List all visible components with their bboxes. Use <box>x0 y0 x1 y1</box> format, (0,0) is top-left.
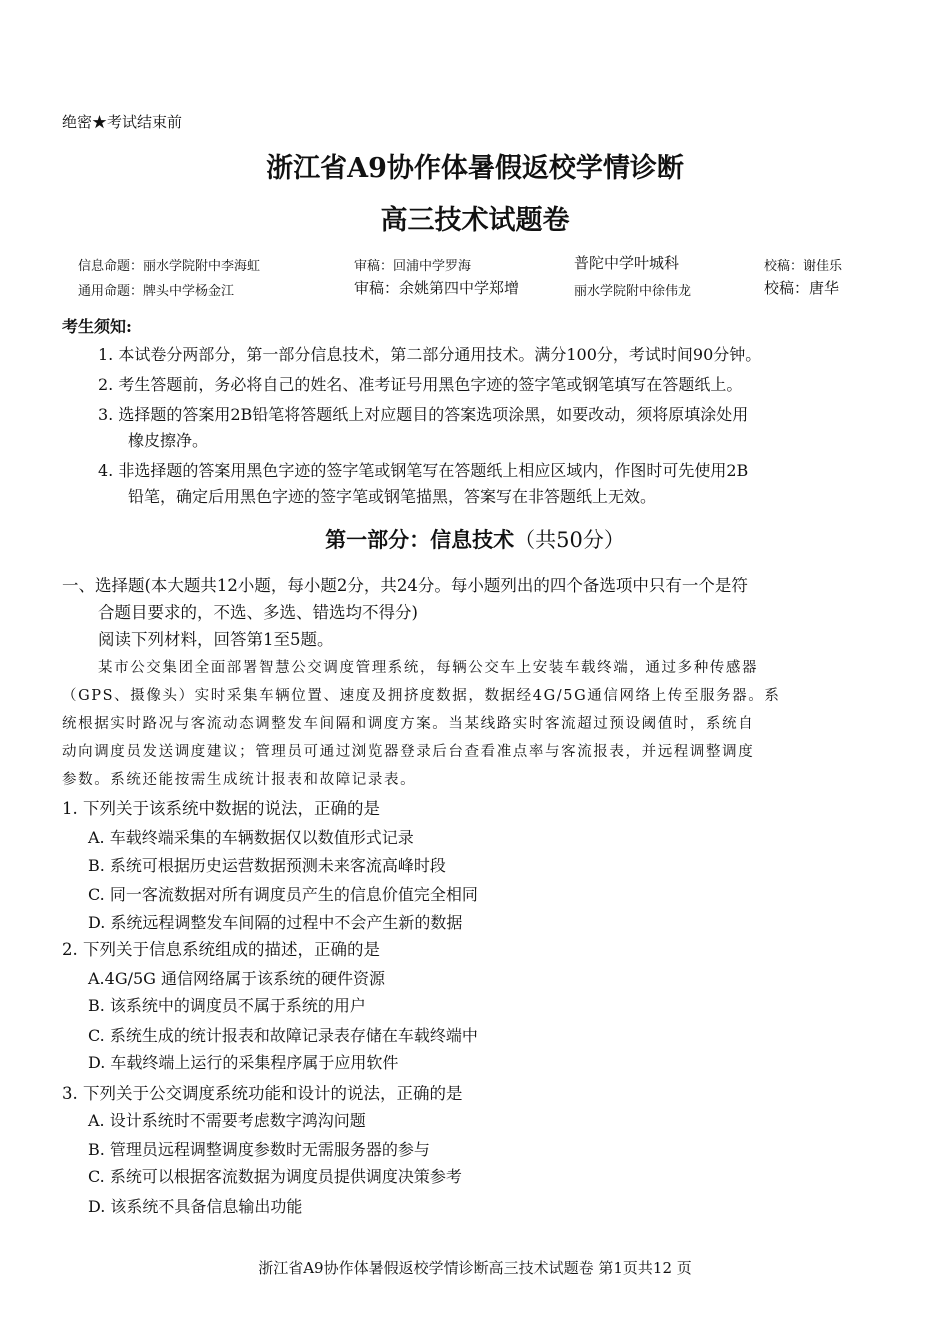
notice-item-4: 4. 非选择题的答案用黑色字迹的签字笔或钢笔写在答题纸上相应区域内，作图时可先使用2B <box>98 461 749 480</box>
material-line-3: 统根据实时路况与客流动态调整发车间隔和调度方案。当某线路实时客流超过预设阈值时，系统自 <box>62 716 755 732</box>
question-3-option-d: D. 该系统不具备信息输出功能 <box>88 1197 303 1216</box>
credit-general-proofreader: 校稿：唐华 <box>764 279 840 297</box>
question-2-option-a: A.4G/5G 通信网络属于该系统的硬件资源 <box>88 969 386 988</box>
question-1-stem: 1. 下列关于该系统中数据的说法，正确的是 <box>62 799 380 818</box>
question-3-option-c: C. 系统可以根据客流数据为调度员提供调度决策参考 <box>88 1167 462 1186</box>
notice-item-1: 1. 本试卷分两部分，第一部分信息技术，第二部分通用技术。满分100分，考试时间90分钟。 <box>98 345 762 364</box>
credit-general-reviewer: 审稿：余姚第四中学郑增 <box>354 279 520 297</box>
confidential-label: 绝密★考试结束前 <box>62 113 183 131</box>
credit-info-proofreader: 校稿：谢佳乐 <box>764 259 843 274</box>
question-3-option-a: A. 设计系统时不需要考虑数字鸿沟问题 <box>88 1111 366 1130</box>
section-heading <box>0 524 950 554</box>
section-score: （共50分） <box>514 528 625 552</box>
notice-heading: 考生须知: <box>62 317 132 336</box>
material-line-4: 动向调度员发送调度建议；管理员可通过浏览器登录后台查看准点率与客流报表，并远程调整调度 <box>62 744 755 760</box>
exam-title: 浙江省A9协作体暑假返校学情诊断 <box>266 153 684 184</box>
notice-item-2: 2. 考生答题前，务必将自己的姓名、准考证号用黑色字迹的签字笔或钢笔填写在答题纸上。 <box>98 375 743 394</box>
notice-item-3: 3. 选择题的答案用2B铅笔将答题纸上对应题目的答案选项涂黑，如要改动，须将原填涂处用 <box>98 405 749 424</box>
credit-info-reviewer: 审稿：回浦中学罗海 <box>354 259 472 274</box>
section-title: 第一部分：信息技术 <box>325 527 515 552</box>
question-1-option-d: D. 系统远程调整发车间隔的过程中不会产生新的数据 <box>88 913 463 932</box>
credit-general-author: 通用命题：牌头中学杨金江 <box>78 284 235 299</box>
question-1-option-c: C. 同一客流数据对所有调度员产生的信息价值完全相同 <box>88 885 478 904</box>
material-line-1: 某市公交集团全面部署智慧公交调度管理系统，每辆公交车上安装车载终端，通过多种传感器 <box>98 660 759 676</box>
credit-general-reviewer-2: 丽水学院附中徐伟龙 <box>574 284 692 299</box>
material-line-2: （GPS、摄像头）实时采集车辆位置、速度及拥挤度数据，数据经4G/5G通信网络上传至服务器。系 <box>62 688 781 704</box>
question-2-stem: 2. 下列关于信息系统组成的描述，正确的是 <box>62 940 380 959</box>
question-3-option-b: B. 管理员远程调整调度参数时无需服务器的参与 <box>88 1140 430 1159</box>
choice-intro-line-2: 合题目要求的，不选、多选、错选均不得分) <box>98 603 418 622</box>
page-footer: 浙江省A9协作体暑假返校学情诊断高三技术试题卷 第1页共12 页 <box>258 1259 692 1277</box>
notice-item-4-cont: 铅笔，确定后用黑色字迹的签字笔或钢笔描黑，答案写在非答题纸上无效。 <box>128 487 657 506</box>
material-line-5: 参数。系统还能按需生成统计报表和故障记录表。 <box>62 772 417 788</box>
choice-intro-line-1: 一、选择题(本大题共12小题，每小题2分，共24分。每小题列出的四个备选项中只有一个是符 <box>62 576 748 595</box>
reading-instruction: 阅读下列材料，回答第1至5题。 <box>98 630 334 649</box>
question-3-stem: 3. 下列关于公交调度系统功能和设计的说法，正确的是 <box>62 1084 463 1103</box>
question-2-option-d: D. 车载终端上运行的采集程序属于应用软件 <box>88 1053 399 1072</box>
credit-info-author: 信息命题：丽水学院附中李海虹 <box>78 259 261 274</box>
notice-item-3-cont: 橡皮擦净。 <box>128 431 209 450</box>
exam-subtitle: 高三技术试题卷 <box>380 205 570 236</box>
credit-info-reviewer-2: 普陀中学叶城科 <box>574 254 680 272</box>
question-2-option-b: B. 该系统中的调度员不属于系统的用户 <box>88 996 366 1015</box>
question-2-option-c: C. 系统生成的统计报表和故障记录表存储在车载终端中 <box>88 1026 478 1045</box>
question-1-option-b: B. 系统可根据历史运营数据预测未来客流高峰时段 <box>88 856 446 875</box>
question-1-option-a: A. 车载终端采集的车辆数据仅以数值形式记录 <box>88 828 414 847</box>
